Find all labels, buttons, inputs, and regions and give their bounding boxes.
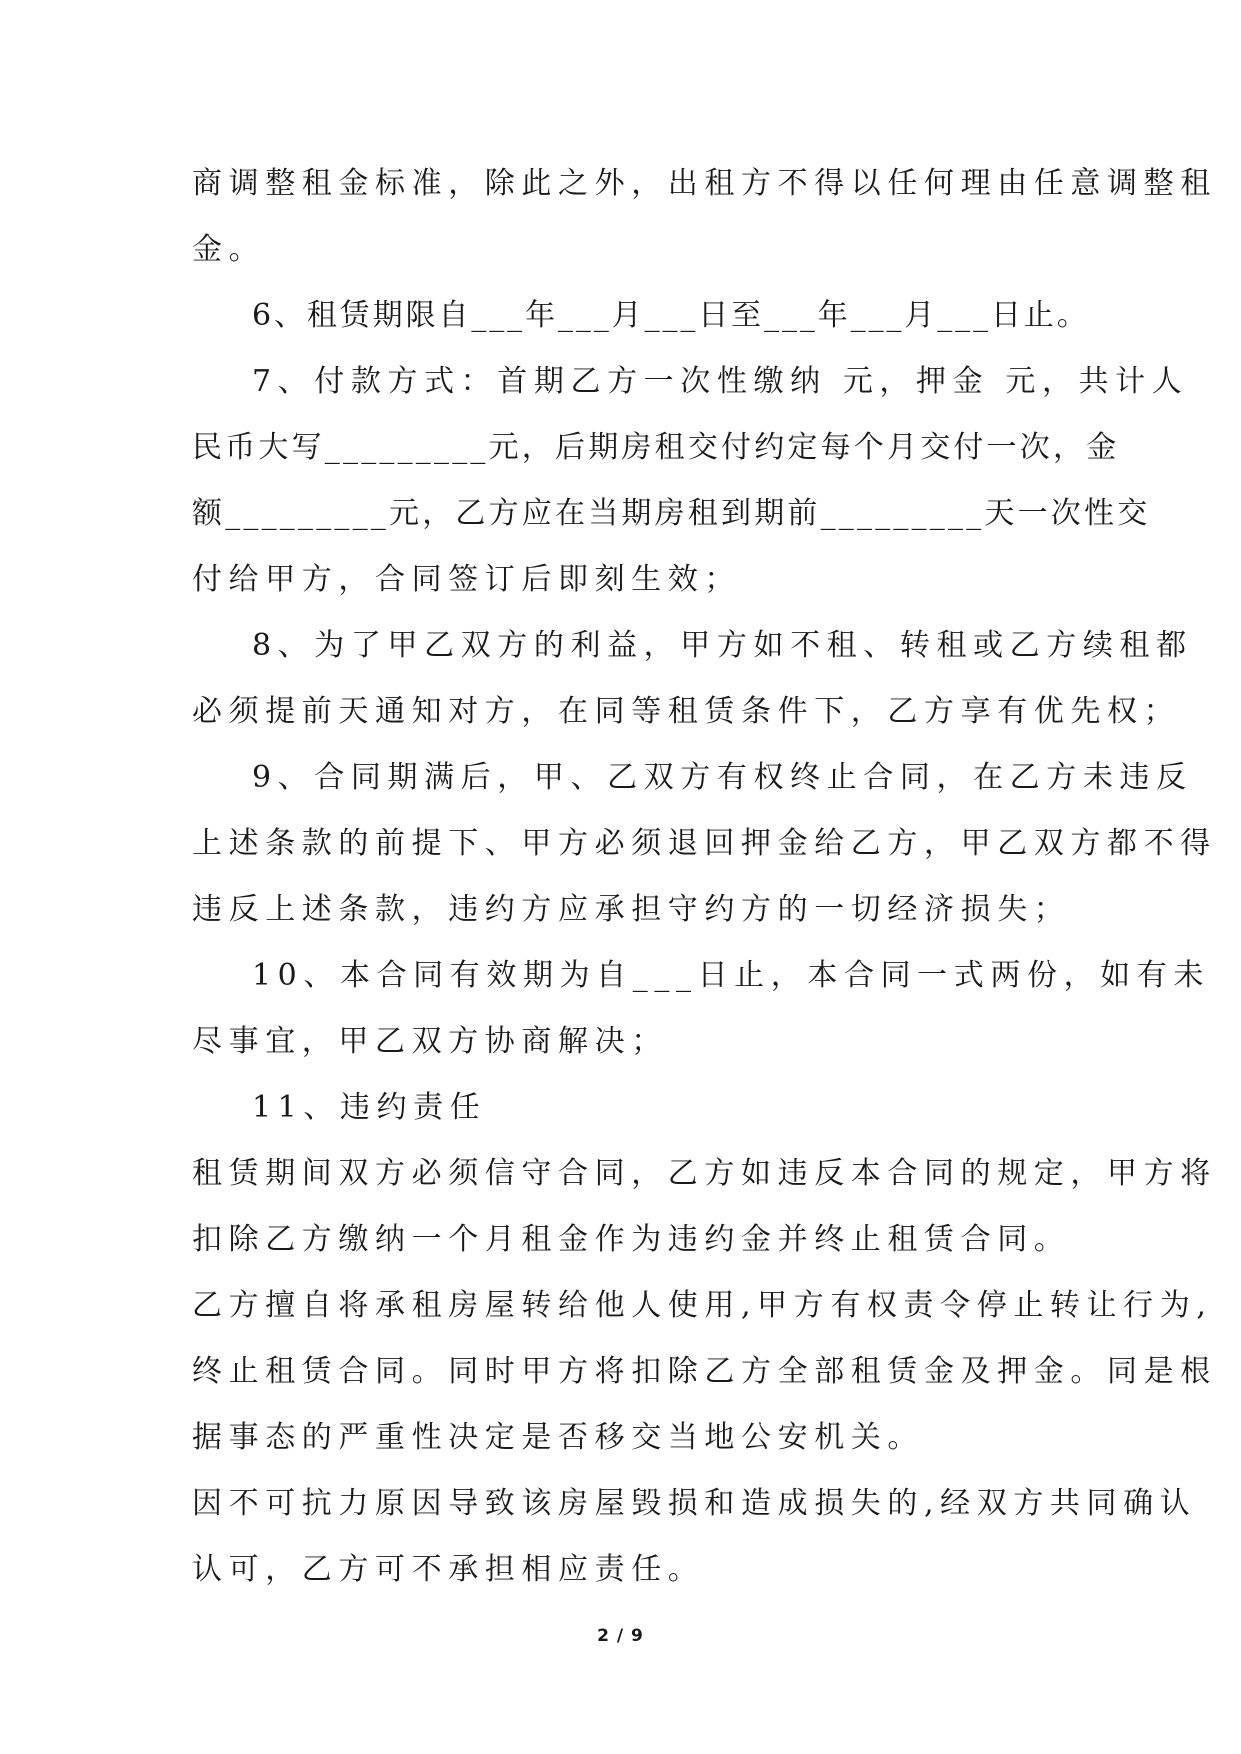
text-line: 乙方擅自将承租房屋转给他人使用,甲方有权责令停止转让行为, <box>192 1288 1213 1323</box>
text-line: 金。 <box>192 232 266 267</box>
text-line: 民币大写_________元，后期房租交付约定每个月交付一次，金 <box>192 430 1120 465</box>
text-line: 租赁期间双方必须信守合同，乙方如违反本合同的规定，甲方将 <box>192 1156 1217 1191</box>
text-line: 据事态的严重性决定是否移交当地公安机关。 <box>192 1420 924 1455</box>
contract-body <box>192 158 1217 1610</box>
text-line: 扣除乙方缴纳一个月租金作为违约金并终止租赁合同。 <box>192 1222 1071 1257</box>
text-line: 必须提前天通知对方，在同等租赁条件下，乙方享有优先权； <box>192 694 1181 729</box>
text-line: 商调整租金标准，除此之外，出租方不得以任何理由任意调整租 <box>192 166 1217 201</box>
text-line: 付给甲方，合同签订后即刻生效； <box>192 562 741 597</box>
text-line: 上述条款的前提下、甲方必须退回押金给乙方，甲乙双方都不得 <box>192 826 1217 861</box>
text-line: 尽事宜，甲乙双方协商解决； <box>192 1024 668 1059</box>
page-number: 2 / 9 <box>597 1626 644 1646</box>
clause-8: 8、为了甲乙双方的利益，甲方如不租、转租或乙方续租都 <box>252 628 1193 663</box>
clause-7: 7、付款方式：首期乙方一次性缴纳 元，押金 元，共计人 <box>252 364 1189 399</box>
text-line: 违反上述条款，违约方应承担守约方的一切经济损失； <box>192 892 1071 927</box>
clause-10: 10、本合同有效期为自___日止，本合同一式两份，如有未 <box>252 958 1210 993</box>
text-line: 认可，乙方可不承担相应责任。 <box>192 1552 705 1587</box>
clause-9: 9、合同期满后，甲、乙双方有权终止合同，在乙方未违反 <box>252 760 1193 795</box>
text-line: 额_________元，乙方应在当期房租到期前_________天一次性交 <box>192 496 1151 531</box>
clause-6: 6、租赁期限自___年___月___日至___年___月___日止。 <box>252 298 1090 333</box>
clause-11-heading: 11、违约责任 <box>252 1090 487 1125</box>
text-line: 因不可抗力原因导致该房屋毁损和造成损失的,经双方共同确认 <box>192 1486 1197 1521</box>
text-line: 终止租赁合同。同时甲方将扣除乙方全部租赁金及押金。同是根 <box>192 1354 1217 1389</box>
